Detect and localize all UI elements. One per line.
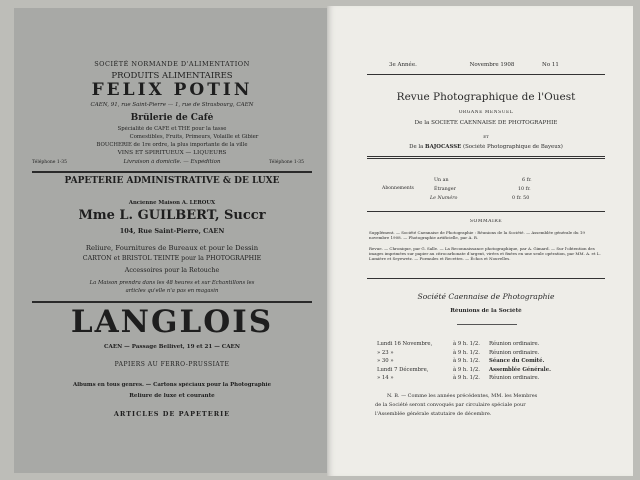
langlois-address: CAEN — Passage Bellivet, 19 et 21 — CAEN: [104, 344, 240, 350]
sub-year-value: 6 fr.: [522, 178, 532, 183]
sommaire-heading: SOMMAIRE: [469, 219, 503, 224]
notice-line-2: articles qu'elle n'a pas en magasin: [125, 288, 219, 294]
month-label: Novembre 1908: [469, 62, 515, 68]
divider: [367, 211, 605, 212]
phone-left: Téléphone 1-35: [32, 160, 68, 165]
sub-year-label: Un an: [434, 178, 449, 183]
guilbert-name: Mme L. GUILBERT, Succr: [78, 208, 266, 223]
goods-line: Comestibles, Fruits, Primeurs, Volaille et Gibier: [129, 134, 259, 140]
society-line-name: SOCIÉTÉ CAENNAISE DE PHOTOGRAPHIE: [431, 120, 558, 126]
meeting-time: à 9 h. 1/2.: [453, 358, 480, 365]
langlois-name: LANGLOIS: [70, 304, 274, 340]
bajocasse-prefix: De la: [409, 144, 424, 150]
bajocasse-line: [363, 144, 609, 150]
society-line: [363, 120, 609, 126]
sub-issue-value: 0 fr. 50: [512, 196, 530, 201]
sub-foreign-label: Étranger: [434, 187, 456, 192]
divider: [367, 156, 605, 157]
issue-number: No 11: [542, 62, 559, 68]
wines-line: VINS ET SPIRITUEUX — LIQUEURS: [117, 150, 227, 156]
divider: [367, 74, 605, 75]
meeting-date: Lundi 16 Novembre,: [377, 341, 433, 347]
former-house: Ancienne Maison A. LEROUX: [128, 200, 216, 206]
nb-line-2: de la Société seront convoqués par circulaire spéciale pour: [375, 402, 526, 408]
advertising-page: [14, 8, 327, 473]
meetings-title: Réunions de la Société: [450, 308, 522, 314]
products-line: PRODUITS ALIMENTAIRES: [111, 71, 233, 81]
ferro-line: PAPIERS AU FERRO-PRUSSIATE: [114, 361, 230, 368]
meeting-event: Réunion ordinaire.: [489, 341, 540, 347]
summary-supplement: Supplément. — Société Caennaise de Photographie : Réunions de la Société. — Assemblée générale du 19 novembre 1908. — Photographie artificielle, par A. R.: [369, 230, 585, 240]
meeting-event: Réunion ordinaire.: [489, 349, 540, 356]
butcher-line: BOUCHERIE de 1re ordre, la plus importante de la ville: [96, 142, 248, 148]
stationery-title: PAPETERIE ADMINISTRATIVE & DE LUXE: [64, 176, 280, 186]
year-label: 3e Année.: [389, 62, 417, 68]
organ-line: ORGANE MENSUEL: [458, 110, 514, 115]
albums-line: Albums en tous genres. — Cartons spéciaux pour la Photographie: [72, 382, 272, 388]
nb-line-3: l'Assemblée générale statutaire de décembre.: [375, 411, 492, 417]
meeting-event: Réunion ordinaire.: [489, 375, 540, 382]
delivery-line: Livraison à domicile. — Expédition: [123, 159, 221, 165]
felix-potin-address: CAEN, 91, rue Saint-Pierre — 1, rue de Strasbourg, CAEN: [90, 102, 254, 108]
society-title: Société Caennaise de Photographie: [417, 292, 555, 301]
journal-title: Revue Photographique de l'Ouest: [396, 91, 576, 103]
divider: [457, 324, 517, 325]
journal-page: [327, 6, 633, 476]
meeting-event: Assemblée Générale.: [489, 366, 551, 373]
felix-potin-brand: FELIX POTIN: [91, 80, 253, 100]
meeting-time: à 9 h. 1/2.: [453, 366, 480, 373]
binding-luxe-line: Reliure de luxe et courante: [129, 393, 215, 399]
meeting-time: à 9 h. 1/2.: [453, 375, 480, 382]
summary-revue: Revue. — Chronique, par G. Salle. — La Reconnaissance photographique, par A. Gimard. — Sur l'obtention des images imprimées sur papier au citrocarbonate d'argent, virées et fixées en une seule opération, par MM. A. et L. Lumière et Seyewetz. — Formules et Recettes. — Échos et Nouvelles.: [369, 246, 601, 261]
divider: [367, 158, 605, 159]
meeting-date: » 23 »: [377, 349, 394, 356]
divider: [32, 171, 312, 173]
bajocasse-name: BAJOCASSE: [425, 144, 462, 150]
specialty-line: Spécialité de CAFÉ et THÉ pour la tasse: [117, 126, 227, 132]
meeting-date: » 14 »: [377, 375, 394, 382]
divider: [32, 301, 312, 303]
articles-line: ARTICLES DE PAPETERIE: [113, 410, 231, 418]
bajocasse-suffix: (Société Photographique de Bayeux): [462, 144, 563, 150]
retouch-line: Accessoires pour la Retouche: [124, 267, 220, 274]
roastery-heading: Brûlerie de Café: [130, 113, 214, 123]
binding-line: Reliure, Fournitures de Bureaux et pour le Dessin: [85, 244, 259, 252]
divider: [367, 278, 605, 279]
subscriptions-label: Abonnements: [382, 186, 414, 191]
meeting-time: à 9 h. 1/2.: [453, 341, 480, 347]
society-line-prefix: De la: [414, 120, 430, 126]
sub-foreign-value: 10 fr.: [518, 187, 531, 192]
et-line: ET: [483, 134, 489, 139]
cardboard-line: CARTON et BRISTOL TEINTÉ pour la PHOTOGRAPHIE: [82, 255, 262, 262]
guilbert-address: 104, Rue Saint-Pierre, CAEN: [119, 227, 225, 235]
notice-line-1: La Maison prendra dans les 48 heures et sur Échantillons les: [89, 280, 255, 286]
meeting-date: Lundi 7 Décembre,: [377, 366, 429, 373]
meeting-date: » 30 »: [377, 358, 394, 365]
sub-issue-label: Le Numéro: [430, 196, 458, 201]
meeting-event: Séance du Comité.: [489, 358, 545, 365]
org-line: SOCIÉTÉ NORMANDE D'ALIMENTATION: [94, 60, 250, 68]
nb-line-1: N. B. — Comme les années précédentes, MM. les Membres: [387, 393, 538, 399]
meeting-time: à 9 h. 1/2.: [453, 349, 480, 356]
phone-right: Téléphone 1-35: [269, 160, 305, 165]
